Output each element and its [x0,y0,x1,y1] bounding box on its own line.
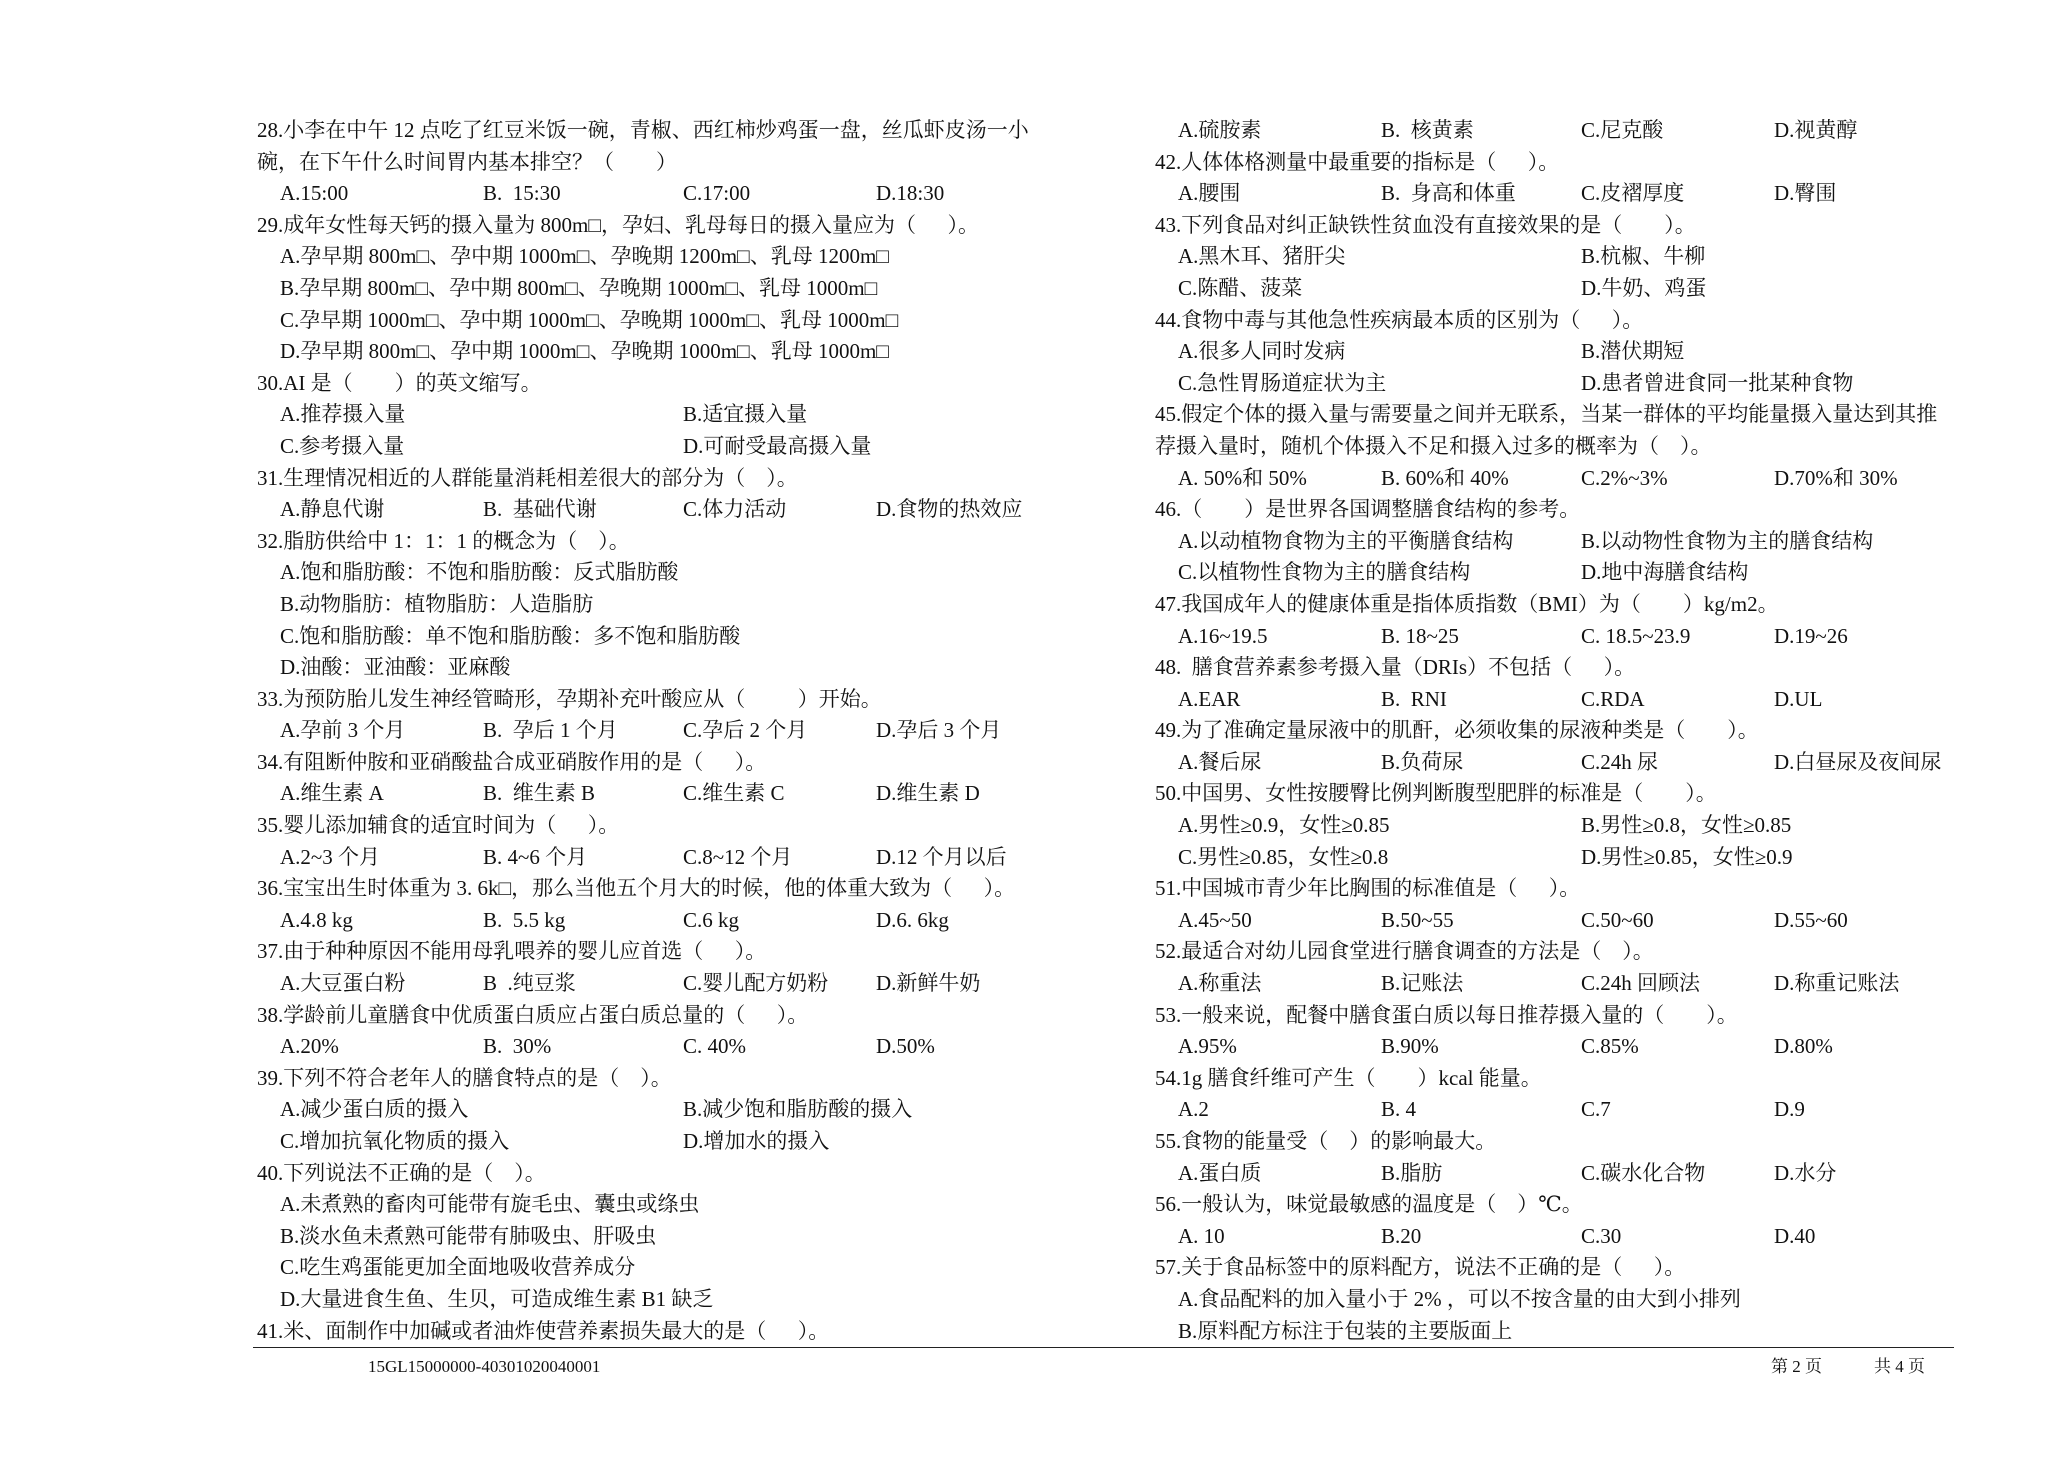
option-item: B. 60%和 40% [1381,465,1509,490]
options-row [1155,463,2015,495]
option-line: D.孕早期 800m□、孕中期 1000m□、孕晚期 1000m□、乳母 1000m□ [280,339,889,364]
option-item: D.孕后 3 个月 [876,718,1002,743]
option-item: D.食物的热效应 [876,497,1023,522]
options-row [1155,905,2015,937]
question-text-line: 36.宝宝出生时体重为 3. 6k□，那么当他五个月大的时候，他的体重大致为（ ）。 [257,876,1016,901]
option-line: B.孕早期 800m□、孕中期 800m□、孕晚期 1000m□、乳母 1000m□ [280,275,878,300]
option-line: A.孕早期 800m□、孕中期 1000m□、孕晚期 1200m□、乳母 1200m□ [280,244,889,269]
option-item: C.24h 尿 [1581,749,1659,774]
option-item: B. 身高和体重 [1381,181,1516,206]
option-item: B. 5.5 kg [483,907,566,932]
option-item: A.2~3 个月 [280,844,381,869]
options-row [257,1126,1117,1158]
option-item: B. 15:30 [483,181,561,206]
option-item: C.以植物性食物为主的膳食结构 [1178,560,1471,585]
option-item: A.很多人同时发病 [1178,339,1346,364]
right-column [1155,115,2015,1347]
question-text-line: 30.AI 是（ ）的英文缩写。 [257,370,542,395]
option-line: C.孕早期 1000m□、孕中期 1000m□、孕晚期 1000m□、乳母 1000m□ [280,307,899,332]
options-row [257,778,1117,810]
option-item: A.餐后尿 [1178,749,1262,774]
option-item: C.维生素 C [683,781,785,806]
option-item: D.19~26 [1774,623,1848,648]
question-text-line: 荐摄入量时，随机个体摄入不足和摄入过多的概率为（ ）。 [1155,433,1712,458]
option-item: B. 孕后 1 个月 [483,718,618,743]
option-item: D.地中海膳食结构 [1581,560,1749,585]
option-item: B. 基础代谢 [483,497,597,522]
left-column [257,115,1117,1347]
option-item: B.以动物性食物为主的膳食结构 [1581,528,1874,553]
option-item: A.以动植物食物为主的平衡膳食结构 [1178,528,1514,553]
option-item: A.孕前 3 个月 [280,718,406,743]
question-text-line: 52.最适合对幼儿园食堂进行膳食调查的方法是（ ）。 [1155,939,1654,964]
option-item: C.17:00 [683,181,751,206]
options-row [257,178,1117,210]
option-line: D.油酸：亚油酸：亚麻酸 [280,655,511,680]
question-text-line: 31.生理情况相近的人群能量消耗相差很大的部分为（ ）。 [257,465,798,490]
question-text-line: 51.中国城市青少年比胸围的标准值是（ ）。 [1155,876,1581,901]
option-item: C.2%~3% [1581,465,1668,490]
option-item: D.80% [1774,1034,1833,1059]
option-item: C.体力活动 [683,497,787,522]
option-item: B. RNI [1381,686,1447,711]
question-text-line: 43.下列食品对纠正缺铁性贫血没有直接效果的是（ ）。 [1155,212,1696,237]
options-row [1155,241,2015,273]
question-text-line: 32.脂肪供给中 1：1：1 的概念为（ ）。 [257,528,630,553]
option-item: B. 4~6 个月 [483,844,588,869]
option-line: B.动物脂肪：植物脂肪：人造脂肪 [280,591,594,616]
option-item: D.新鲜牛奶 [876,971,981,996]
options-row [1155,1221,2015,1253]
option-item: C.30 [1581,1223,1622,1248]
question-text-line: 35.婴儿添加辅食的适宜时间为（ ）。 [257,813,620,838]
option-item: C.陈醋、菠菜 [1178,275,1303,300]
options-row [257,842,1117,874]
option-item: B.男性≥0.8，女性≥0.85 [1581,813,1792,838]
option-item: C. 40% [683,1034,746,1059]
options-row [1155,684,2015,716]
option-item: D.男性≥0.85，女性≥0.9 [1581,844,1793,869]
option-item: D.称重记账法 [1774,971,1900,996]
options-row [257,1031,1117,1063]
option-line: B.淡水鱼未煮熟可能带有肺吸虫、肝吸虫 [280,1223,657,1248]
question-text-line: 41.米、面制作中加碱或者油炸使营养素损失最大的是（ ）。 [257,1318,830,1343]
option-item: A.硫胺素 [1178,118,1262,142]
options-row [1155,368,2015,400]
option-item: C.碳水化合物 [1581,1160,1706,1185]
options-row [1155,273,2015,305]
options-row [257,968,1117,1000]
option-item: D.臀围 [1774,181,1837,206]
option-item: C.参考摄入量 [280,433,405,458]
question-text-line: 28.小李在中午 12 点吃了红豆米饭一碗，青椒、西红柿炒鸡蛋一盘，丝瓜虾皮汤一小 [257,118,1029,142]
question-text-line: 54.1g 膳食纤维可产生（ ）kcal 能量。 [1155,1065,1542,1090]
question-text-line: 55.食物的能量受（ ）的影响最大。 [1155,1129,1497,1153]
options-row [257,1094,1117,1126]
option-line: C.吃生鸡蛋能更加全面地吸收营养成分 [280,1255,636,1280]
option-line: A.食品配料的加入量小于 2% ，可以不按含量的由大到小排列 [1178,1286,1741,1311]
paper-code: 15GL15000000-40301020040001 [368,1357,601,1376]
option-item: A.维生素 A [280,781,384,806]
option-item: C.50~60 [1581,907,1654,932]
option-item: B.记账法 [1381,971,1464,996]
option-item: B.90% [1381,1034,1439,1059]
option-item: A. 10 [1178,1223,1225,1248]
option-item: D.视黄醇 [1774,118,1858,142]
options-row [1155,810,2015,842]
option-item: D.可耐受最高摄入量 [683,433,872,458]
option-item: D.增加水的摄入 [683,1129,830,1153]
page-total: 共 4 页 [1874,1357,1925,1376]
question-text-line: 57.关于食品标签中的原料配方，说法不正确的是（ ）。 [1155,1255,1686,1280]
question-text-line: 53.一般来说，配餐中膳食蛋白质以每日推荐摄入量的（ ）。 [1155,1002,1738,1027]
option-item: C.24h 回顾法 [1581,971,1701,996]
question-text-line: 39.下列不符合老年人的膳食特点的是（ ）。 [257,1065,672,1090]
options-row [1155,557,2015,589]
options-row [1155,1031,2015,1063]
option-item: B.50~55 [1381,907,1454,932]
option-item: C.孕后 2 个月 [683,718,808,743]
footer-divider [253,1347,1954,1348]
page-number: 第 2 页 [1771,1357,1822,1376]
question-text-line: 40.下列说法不正确的是（ ）。 [257,1160,546,1185]
option-item: A.15:00 [280,181,349,206]
option-item: A.黑木耳、猪肝尖 [1178,244,1346,269]
option-item: A.2 [1178,1097,1209,1122]
question-text-line: 47.我国成年人的健康体重是指体质指数（BMI）为（ ）kg/m2。 [1155,591,1779,616]
question-text-line: 44.食物中毒与其他急性疾病最本质的区别为（ ）。 [1155,307,1644,332]
option-item: B.潜伏期短 [1581,339,1685,364]
question-text-line: 49.为了准确定量尿液中的肌酐，必须收集的尿液种类是（ ）。 [1155,718,1759,743]
option-item: A.减少蛋白质的摄入 [280,1097,469,1122]
option-item: C.男性≥0.85，女性≥0.8 [1178,844,1389,869]
option-item: A.静息代谢 [280,497,385,522]
option-item: A.大豆蛋白粉 [280,971,406,996]
option-item: B.负荷尿 [1381,749,1464,774]
option-item: D.9 [1774,1097,1805,1122]
option-item: A.95% [1178,1034,1237,1059]
options-row [1155,178,2015,210]
options-row [257,715,1117,747]
option-item: D.水分 [1774,1160,1837,1185]
option-item: C. 18.5~23.9 [1581,623,1691,648]
options-row [1155,1094,2015,1126]
option-item: D.50% [876,1034,935,1059]
option-item: B. 维生素 B [483,781,596,806]
option-item: B. 4 [1381,1097,1417,1122]
option-item: A.男性≥0.9，女性≥0.85 [1178,813,1390,838]
option-item: D.55~60 [1774,907,1848,932]
option-item: B.杭椒、牛柳 [1581,244,1706,269]
option-item: C.急性胃肠道症状为主 [1178,370,1387,395]
options-row [257,399,1117,431]
option-item: A.腰围 [1178,181,1241,206]
option-line: A.饱和脂肪酸：不饱和脂肪酸：反式脂肪酸 [280,560,679,585]
option-line: B.原料配方标注于包装的主要版面上 [1178,1318,1513,1343]
option-item: B. 核黄素 [1381,118,1474,142]
option-item: C.RDA [1581,686,1645,711]
option-item: B.适宜摄入量 [683,402,808,427]
option-item: B.20 [1381,1223,1422,1248]
option-item: D.18:30 [876,181,945,206]
option-item: A.推荐摄入量 [280,402,406,427]
option-item: C.6 kg [683,907,740,932]
option-item: A.20% [280,1034,339,1059]
option-line: A.未煮熟的畜肉可能带有旋毛虫、囊虫或绦虫 [280,1192,700,1217]
option-item: D.牛奶、鸡蛋 [1581,275,1707,300]
option-line: D.大量进食生鱼、生贝，可造成维生素 B1 缺乏 [280,1286,714,1311]
question-text-line: 56.一般认为，味觉最敏感的温度是（ ）℃。 [1155,1192,1583,1217]
option-item: D.40 [1774,1223,1816,1248]
option-item: C.婴儿配方奶粉 [683,971,829,996]
option-item: C.7 [1581,1097,1611,1122]
option-item: D.70%和 30% [1774,465,1898,490]
question-text-line: 50.中国男、女性按腰臀比例判断腹型肥胖的标准是（ ）。 [1155,781,1717,806]
option-item: B.脂肪 [1381,1160,1443,1185]
options-row [1155,747,2015,779]
option-item: A.45~50 [1178,907,1252,932]
option-item: B.减少饱和脂肪酸的摄入 [683,1097,913,1122]
question-text-line: 42.人体体格测量中最重要的指标是（ ）。 [1155,149,1560,174]
options-row [1155,842,2015,874]
question-text-line: 38.学龄前儿童膳食中优质蛋白质应占蛋白质总量的（ ）。 [257,1002,809,1027]
option-item: A.EAR [1178,686,1241,711]
option-item: B. 30% [483,1034,552,1059]
question-text-line: 29.成年女性每天钙的摄入量为 800m□，孕妇、乳母每日的摄入量应为（ ）。 [257,212,980,237]
options-row [1155,621,2015,653]
options-row [1155,1158,2015,1190]
question-text-line: 46.（ ）是世界各国调整膳食结构的参考。 [1155,497,1581,522]
option-line: C.饱和脂肪酸：单不饱和脂肪酸：多不饱和脂肪酸 [280,623,741,648]
options-row [257,905,1117,937]
option-item: A.蛋白质 [1178,1160,1262,1185]
option-item: D.患者曾进食同一批某种食物 [1581,370,1854,395]
option-item: D.UL [1774,686,1823,711]
option-item: D.白昼尿及夜间尿 [1774,749,1942,774]
question-text-line: 48. 膳食营养素参考摄入量（DRIs）不包括（ ）。 [1155,655,1636,680]
question-text-line: 34.有阻断仲胺和亚硝酸盐合成亚硝胺作用的是（ ）。 [257,749,767,774]
option-item: D.维生素 D [876,781,980,806]
options-row [1155,115,2015,147]
option-item: C.尼克酸 [1581,118,1664,142]
option-item: A. 50%和 50% [1178,465,1307,490]
option-item: A.4.8 kg [280,907,353,932]
question-text-line: 45.假定个体的摄入量与需要量之间并无联系，当某一群体的平均能量摄入量达到其推 [1155,402,1938,427]
question-text-line: 碗，在下午什么时间胃内基本排空？（ ） [257,149,677,174]
option-item: C.8~12 个月 [683,844,793,869]
option-item: C.85% [1581,1034,1639,1059]
option-item: C.增加抗氧化物质的摄入 [280,1129,510,1153]
option-item: D.12 个月以后 [876,844,1007,869]
options-row [257,494,1117,526]
option-item: A.称重法 [1178,971,1262,996]
option-item: D.6. 6kg [876,907,949,932]
option-item: B .纯豆浆 [483,971,576,996]
question-text-line: 37.由于种种原因不能用母乳喂养的婴儿应首选（ ）。 [257,939,767,964]
question-text-line: 33.为预防胎儿发生神经管畸形，孕期补充叶酸应从（ ）开始。 [257,686,882,711]
options-row [1155,968,2015,1000]
option-item: B. 18~25 [1381,623,1459,648]
options-row [1155,336,2015,368]
options-row [257,431,1117,463]
option-item: C.皮褶厚度 [1581,181,1685,206]
option-item: A.16~19.5 [1178,623,1268,648]
options-row [1155,526,2015,558]
